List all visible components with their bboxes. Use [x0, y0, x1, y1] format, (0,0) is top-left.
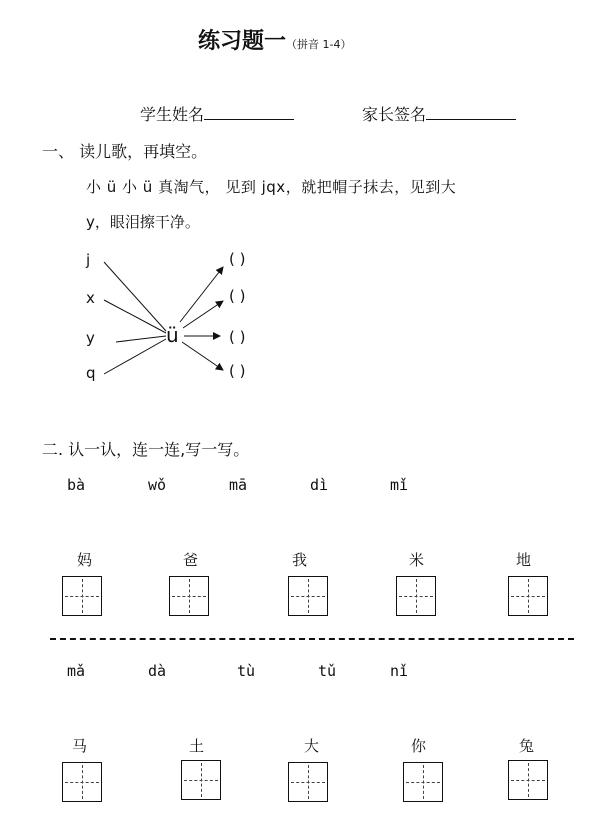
line-x-to-u — [104, 300, 166, 333]
section2-heading: 二. 认一认，连一连,写一写。 — [42, 440, 250, 459]
pinyin-da: dà — [148, 662, 167, 680]
writing-grid[interactable] — [508, 576, 548, 616]
parent-signature-label: 家长签名 — [362, 105, 427, 124]
writing-grid[interactable] — [169, 576, 209, 616]
blank-4[interactable]: ( ) — [229, 362, 246, 380]
pinyin-ba: bà — [67, 476, 86, 494]
subtitle-text: （拼音 1-4） — [286, 38, 352, 51]
blank-1[interactable]: ( ) — [229, 250, 246, 268]
pinyin-tu3: tǔ — [318, 662, 337, 680]
writing-grid[interactable] — [288, 576, 328, 616]
pinyin-tu4: tù — [237, 662, 256, 680]
verse-line-1: 小 ü 小 ü 真淘气， 见到 jqx，就把帽子抹去，见到大 — [86, 178, 457, 196]
line-y-to-u — [116, 336, 166, 342]
pinyin-di: dì — [310, 476, 329, 494]
character-tu-rabbit: 兔 — [519, 737, 535, 755]
character-ma-mom: 妈 — [77, 551, 93, 569]
writing-grid[interactable] — [181, 760, 221, 800]
arrow-to-blank-2 — [183, 301, 223, 328]
section1-heading: 一、 读儿歌，再填空。 — [42, 142, 208, 161]
writing-grid[interactable] — [288, 762, 328, 802]
writing-grid[interactable] — [62, 762, 102, 802]
writing-grid[interactable] — [508, 760, 548, 800]
character-mi-rice: 米 — [409, 551, 425, 569]
character-da-big: 大 — [304, 737, 320, 755]
character-di-ground: 地 — [516, 551, 532, 569]
pinyin-ma3: mǎ — [67, 662, 86, 680]
character-ba-dad: 爸 — [183, 551, 199, 569]
arrow-to-blank-4 — [182, 342, 223, 370]
character-tu-soil: 土 — [189, 737, 205, 755]
blank-3[interactable]: ( ) — [229, 328, 246, 346]
verse-line-2: y，眼泪擦干净。 — [86, 213, 200, 231]
line-q-to-u — [104, 339, 166, 374]
line-j-to-u — [104, 262, 166, 331]
writing-grid[interactable] — [396, 576, 436, 616]
arrow-to-blank-1 — [180, 267, 223, 322]
character-ni-you: 你 — [411, 737, 427, 755]
dashed-divider — [50, 638, 574, 640]
pinyin-ni: nǐ — [390, 662, 409, 680]
writing-grid[interactable] — [403, 762, 443, 802]
letter-y: y — [86, 329, 95, 347]
letter-x: x — [86, 289, 95, 307]
title-text: 练习题一 — [198, 29, 287, 54]
character-wo-me: 我 — [292, 551, 308, 569]
student-name-label: 学生姓名 — [140, 105, 205, 124]
pinyin-ma: mā — [229, 476, 248, 494]
pinyin-mi: mǐ — [390, 476, 409, 494]
blank-2[interactable]: ( ) — [229, 287, 246, 305]
center-u-umlaut: ü — [166, 323, 179, 347]
character-ma-horse: 马 — [72, 737, 88, 755]
letter-j: j — [86, 251, 91, 269]
letter-q: q — [86, 364, 96, 382]
writing-grid[interactable] — [62, 576, 102, 616]
pinyin-wo: wǒ — [148, 476, 167, 494]
